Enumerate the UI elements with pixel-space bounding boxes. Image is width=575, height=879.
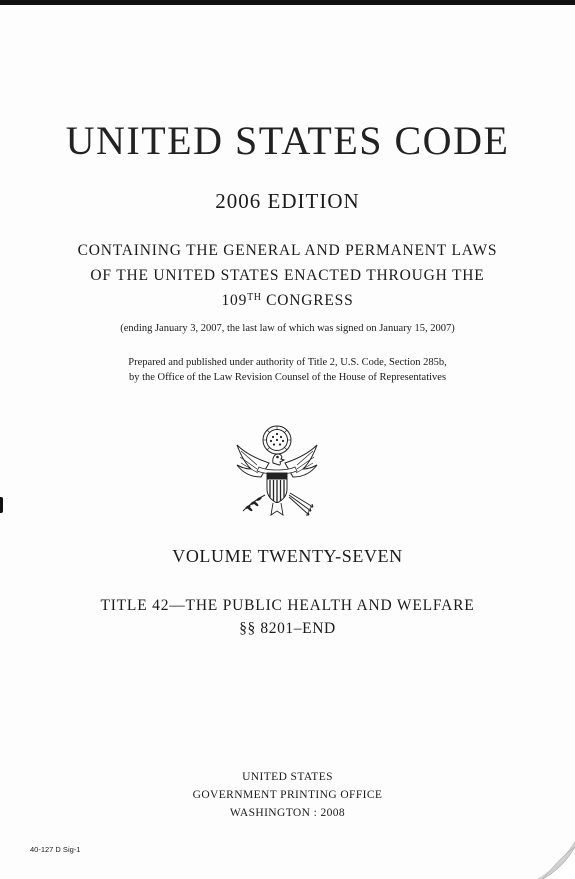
title-heading: TITLE 42—THE PUBLIC HEALTH AND WELFARE — [100, 597, 475, 614]
edition-label: 2006 EDITION — [215, 189, 360, 213]
prepared-line-2: by the Office of the Law Revision Counsel of the House of Representatives — [128, 372, 447, 383]
congress-ordinal-suffix: TH — [247, 292, 262, 303]
congress-number: 109 — [221, 292, 248, 309]
ending-note: (ending January 3, 2007, the last law of which was signed on January 15, 2007) — [120, 323, 455, 334]
great-seal-eagle-icon — [231, 423, 323, 519]
document-title: UNITED STATES CODE — [65, 118, 510, 163]
section-range: §§ 8201–END — [239, 620, 336, 637]
prepared-line-1: Prepared and published under authority of Title 2, U.S. Code, Section 285b, — [128, 357, 447, 368]
publisher-line-3: WASHINGTON : 2008 — [229, 807, 346, 819]
containing-line-2: OF THE UNITED STATES ENACTED THROUGH THE — [90, 267, 485, 284]
volume-label: VOLUME TWENTY-SEVEN — [172, 546, 403, 566]
containing-line-1: CONTAINING THE GENERAL AND PERMANENT LAWS — [77, 242, 498, 259]
congress-word: CONGRESS — [266, 292, 354, 309]
publisher-line-1: UNITED STATES — [242, 771, 333, 783]
congress-line — [0, 292, 575, 310]
print-code: 40-127 D Sig-1 — [30, 845, 81, 854]
page-curl-icon[interactable] — [523, 827, 575, 879]
publisher-line-2: GOVERNMENT PRINTING OFFICE — [192, 789, 383, 801]
binding-mark — [0, 497, 3, 513]
